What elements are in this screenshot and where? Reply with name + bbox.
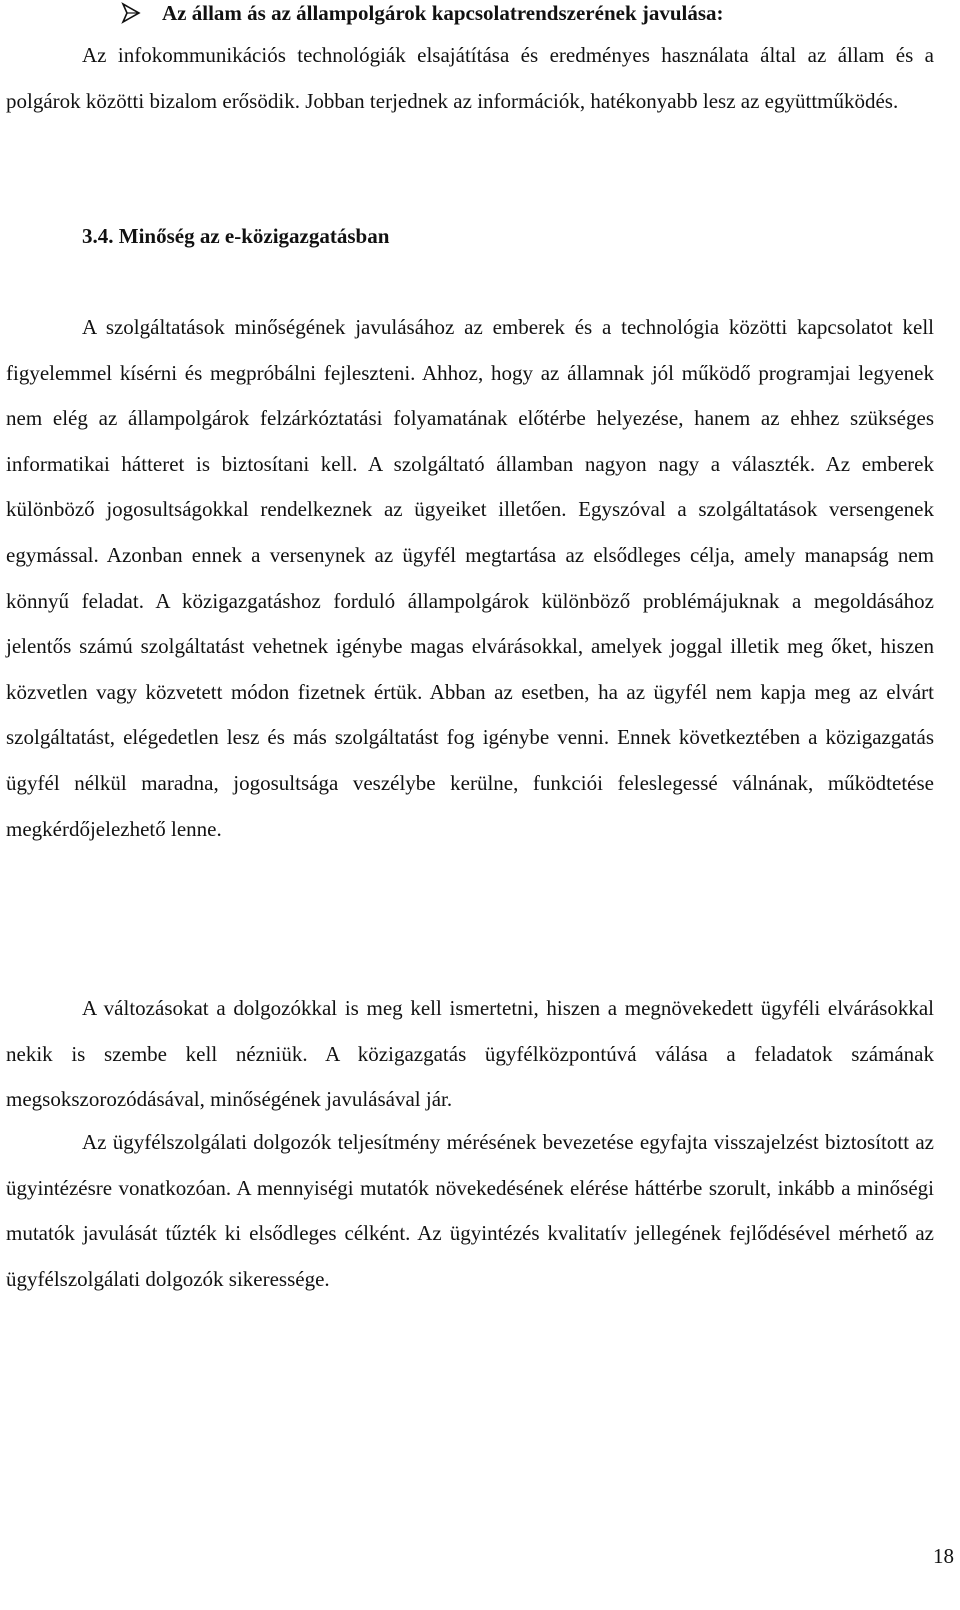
- paragraph-2: A változásokat a dolgozókkal is meg kell ismertetni, hiszen a megnövekedett ügyféli elvárásokkal nekik is szembe kell nézniük. A közigazgatás ügyfélközpontúvá válása a feladatok számának megsokszorozódásával, minőségének javulásával jár.: [6, 996, 934, 1112]
- bullet-heading-text: Az állam ás az állampolgárok kapcsolatrendszerének javulása:: [162, 1, 724, 25]
- paragraph-1: A szolgáltatások minőségének javulásához az emberek és a technológia közötti kapcsolatot kell figyelemmel kísérni és megpróbálni fejleszteni. Ahhoz, hogy az államnak jól működő programjai legyenek nem elég az állampolgárok felzárkóztatási folyamatának előtérbe helyezése, hanem az ehhez szükséges informatikai hátteret is biztosítani kell. A szolgáltató államban nagyon nagy a választék. Az emberek különböző jogosultságokkal rendelkeznek az ügyeiket illetően. Egyszóval a szolgáltatások versengenek egymással. Azonban ennek a versenynek az ügyfél megtartása az elsődleges célja, amely manapság nem könnyű feladat. A közigazgatáshoz forduló állampolgárok különböző problémájuknak a megoldásához jelentős számú szolgáltatást vehetnek igénybe magas elvárásokkal, amelyek joggal illetik meg őket, hiszen közvetlen vagy közvetett módon fizetnek értük. Abban az esetben, ha az ügyfél nem kapja meg az elvárt szolgáltatást, elégedetlen lesz és más szolgáltatást fog igénybe venni. Ennek következtében a közigazgatás ügyfél nélkül maradna, jogosultsága veszélybe kerülne, funkciói feleslegessé válnának, működtetése megkérdőjelezhető lenne.: [6, 315, 934, 841]
- page-number: 18: [933, 1544, 954, 1568]
- paragraph-3: Az ügyfélszolgálati dolgozók teljesítmény mérésének bevezetése egyfajta visszajelzést biztosított az ügyintézésre vonatkozóan. A mennyiségi mutatók növekedésének elérése háttérbe szorult, inkább a minőségi mutatók javulását tűzték ki elsődleges célként. Az ügyintézés kvalitatív jellegének fejlődésével mérhető az ügyfélszolgálati dolgozók sikeressége.: [6, 1130, 934, 1291]
- bullet-paragraph: Az infokommunikációs technológiák elsajátítása és eredményes használata által az állam és a polgárok közötti bizalom erősödik. Jobban terjednek az információk, hatékonyabb lesz az együttműködés.: [6, 43, 934, 113]
- section-title: 3.4. Minőség az e-közigazgatásban: [82, 224, 390, 248]
- arrow-bullet-icon: [120, 2, 142, 24]
